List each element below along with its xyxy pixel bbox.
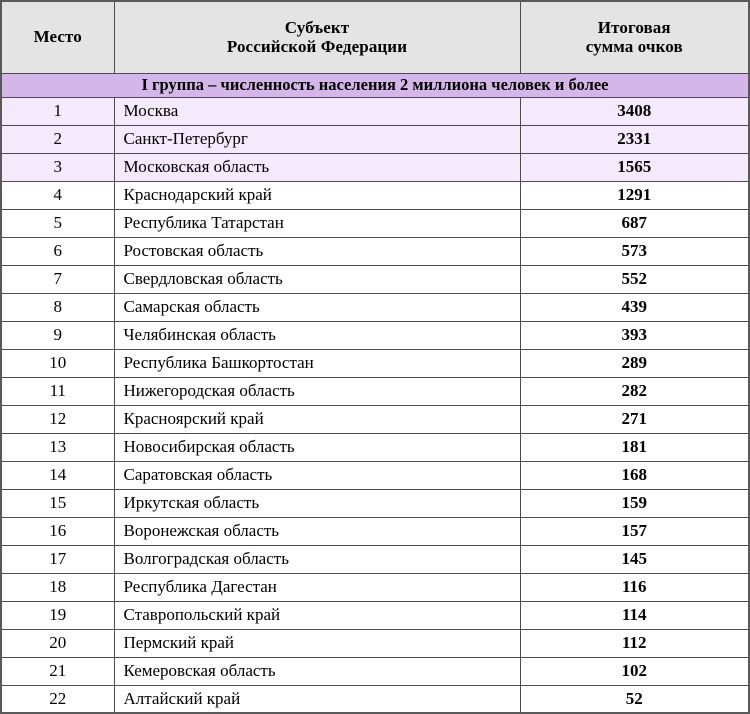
cell-place: 10 [1,349,114,377]
cell-subject: Ставропольский край [114,601,520,629]
cell-place: 12 [1,405,114,433]
cell-place: 17 [1,545,114,573]
cell-subject: Краснодарский край [114,181,520,209]
cell-place: 8 [1,293,114,321]
cell-subject: Алтайский край [114,685,520,713]
table-row [1,377,749,405]
cell-score: 116 [520,573,749,601]
cell-place: 21 [1,657,114,685]
table-row [1,489,749,517]
cell-score: 552 [520,265,749,293]
cell-subject: Волгоградская область [114,545,520,573]
cell-place: 9 [1,321,114,349]
cell-score: 1291 [520,181,749,209]
cell-score: 159 [520,489,749,517]
table-row [1,153,749,181]
table-row [1,573,749,601]
cell-score: 289 [520,349,749,377]
cell-score: 112 [520,629,749,657]
group-header-row [1,73,749,97]
cell-place: 19 [1,601,114,629]
cell-score: 157 [520,517,749,545]
cell-score: 2331 [520,125,749,153]
table-row [1,97,749,125]
cell-subject: Воронежская область [114,517,520,545]
table-row [1,293,749,321]
cell-place: 3 [1,153,114,181]
table-row [1,209,749,237]
table-row [1,517,749,545]
table-row [1,545,749,573]
column-header-subject-line-1: Субъект [284,17,350,37]
cell-score: 52 [520,685,749,713]
cell-score: 102 [520,657,749,685]
column-header-score-line-2: сумма очков [585,37,683,57]
cell-subject: Ростовская область [114,237,520,265]
table-row [1,629,749,657]
cell-subject: Самарская область [114,293,520,321]
cell-place: 7 [1,265,114,293]
table-row [1,685,749,713]
cell-place: 22 [1,685,114,713]
cell-place: 16 [1,517,114,545]
cell-score: 271 [520,405,749,433]
cell-place: 4 [1,181,114,209]
table-row [1,601,749,629]
cell-score: 1565 [520,153,749,181]
cell-subject: Пермский край [114,629,520,657]
column-header-subject-line-2: Российской Федерации [226,37,408,57]
table-row [1,265,749,293]
cell-subject: Иркутская область [114,489,520,517]
cell-subject: Санкт-Петербург [114,125,520,153]
table-row [1,181,749,209]
cell-subject: Новосибирская область [114,433,520,461]
column-header-score [520,1,749,73]
group-header-label: I группа – численность населения 2 миллиона человек и более [1,73,749,97]
cell-score: 573 [520,237,749,265]
cell-place: 11 [1,377,114,405]
cell-place: 13 [1,433,114,461]
cell-score: 181 [520,433,749,461]
table-row [1,349,749,377]
cell-subject: Красноярский край [114,405,520,433]
cell-score: 687 [520,209,749,237]
table-row [1,405,749,433]
table-row [1,237,749,265]
table-row [1,321,749,349]
cell-place: 18 [1,573,114,601]
column-header-score-line-1: Итоговая [597,17,671,37]
column-header-place [1,1,114,73]
cell-subject: Республика Татарстан [114,209,520,237]
cell-subject: Республика Башкортостан [114,349,520,377]
cell-score: 168 [520,461,749,489]
cell-place: 5 [1,209,114,237]
table-row [1,461,749,489]
cell-score: 393 [520,321,749,349]
table-header [1,1,749,73]
column-header-place-line-1: Место [33,27,82,47]
cell-place: 14 [1,461,114,489]
cell-subject: Саратовская область [114,461,520,489]
column-header-subject [114,1,520,73]
cell-place: 1 [1,97,114,125]
cell-place: 20 [1,629,114,657]
table-row [1,125,749,153]
table-header-row [1,1,749,73]
cell-subject: Нижегородская область [114,377,520,405]
cell-score: 114 [520,601,749,629]
cell-place: 2 [1,125,114,153]
cell-score: 282 [520,377,749,405]
cell-score: 3408 [520,97,749,125]
cell-subject: Кемеровская область [114,657,520,685]
cell-subject: Республика Дагестан [114,573,520,601]
cell-subject: Челябинская область [114,321,520,349]
cell-score: 145 [520,545,749,573]
cell-place: 6 [1,237,114,265]
cell-subject: Москва [114,97,520,125]
cell-score: 439 [520,293,749,321]
cell-subject: Московская область [114,153,520,181]
table-row [1,657,749,685]
table-row [1,433,749,461]
cell-subject: Свердловская область [114,265,520,293]
table-body [1,73,749,713]
cell-place: 15 [1,489,114,517]
